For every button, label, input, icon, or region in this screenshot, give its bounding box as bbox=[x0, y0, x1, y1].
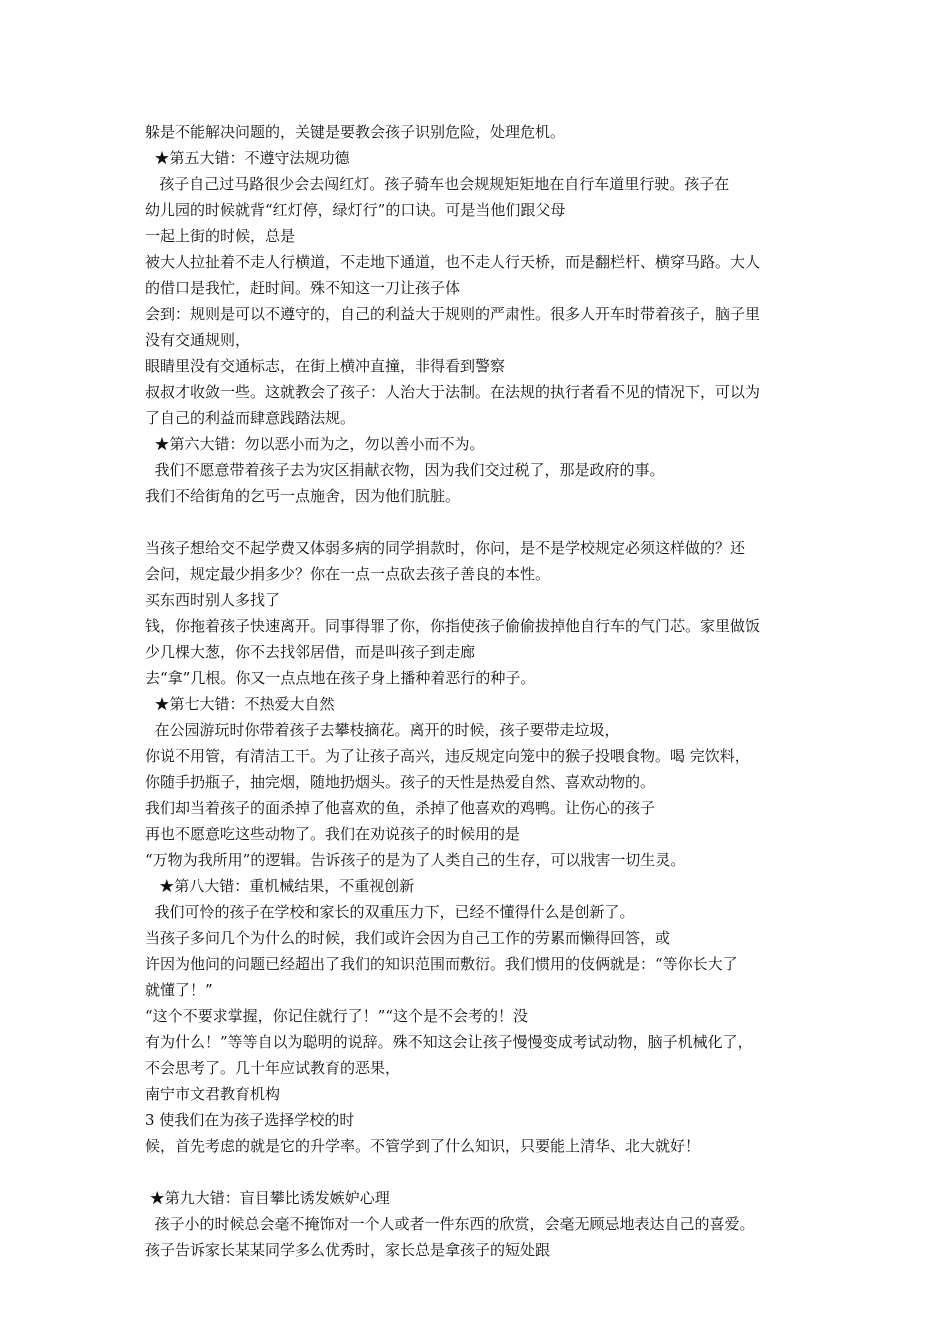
text-line: 少几棵大葱，你不去找邻居借，而是叫孩子到走廊 bbox=[145, 643, 476, 661]
text-line: 会到：规则是可以不遵守的，自己的利益大于规则的严肃性。很多人开车时带着孩子，脑子里 bbox=[145, 305, 761, 323]
text-line: 许因为他问的问题已经超出了我们的知识范围而敷衍。我们惯用的伎俩就是：“等你长大了 bbox=[145, 955, 738, 973]
text-line: 眼睛里没有交通标志，在街上横冲直撞，非得看到警察 bbox=[145, 357, 506, 375]
text-line: 叔叔才收敛一些。这就教会了孩子：人治大于法制。在法规的执行者看不见的情况下，可以为 bbox=[145, 383, 761, 401]
text-line: 会问，规定最少捐多少？你在一点一点砍去孩子善良的本性。 bbox=[145, 565, 551, 583]
text-line: 当孩子想给交不起学费又体弱多病的同学捐款时，你问，是不是学校规定必须这样做的？还 bbox=[145, 539, 746, 557]
text-line: “这个不要求掌握，你记住就行了！”“这个是不会考的！没 bbox=[145, 1007, 529, 1025]
text-line: 被大人拉扯着不走人行横道，不走地下通道，也不走人行天桥，而是翻栏杆、横穿马路。大人 bbox=[145, 253, 761, 271]
text-line: 我们不愿意带着孩子去为灾区捐献衣物，因为我们交过税了，那是政府的事。 bbox=[145, 461, 665, 479]
text-line: 你随手扔瓶子，抽完烟，随地扔烟头。孩子的天性是热爱自然、喜欢动物的。 bbox=[145, 773, 656, 791]
section-heading-7: ★第七大错：不热爱大自然 bbox=[145, 695, 335, 713]
text-line: 躲是不能解决问题的，关键是要教会孩子识别危险，处理危机。 bbox=[145, 123, 566, 141]
document-page bbox=[145, 119, 825, 1263]
text-line: 再也不愿意吃这些动物了。我们在劝说孩子的时候用的是 bbox=[145, 825, 521, 843]
text-line: 孩子告诉家长某某同学多么优秀时，家长总是拿孩子的短处跟 bbox=[145, 1241, 551, 1259]
text-line: 就懂了！” bbox=[145, 981, 213, 999]
section-heading-5: ★第五大错：不遵守法规功德 bbox=[145, 149, 350, 167]
text-line: 的借口是我忙，赶时间。殊不知这一刀让孩子体 bbox=[145, 279, 461, 297]
text-line: 幼儿园的时候就背“红灯停，绿灯行”的口诀。可是当他们跟父母 bbox=[145, 201, 566, 219]
text-line: 我们可怜的孩子在学校和家长的双重压力下，已经不懂得什么是创新了。 bbox=[145, 903, 635, 921]
blank-line bbox=[145, 1159, 825, 1185]
organization-name: 南宁市文君教育机构 bbox=[145, 1085, 281, 1103]
text-line: 不会思考了。几十年应试教育的恶果， bbox=[145, 1059, 401, 1077]
text-line: “万物为我所用”的逻辑。告诉孩子的是为了人类自己的生存，可以戕害一切生灵。 bbox=[145, 851, 686, 869]
blank-line bbox=[145, 509, 825, 535]
text-line: 候，首先考虑的就是它的升学率。不管学到了什么知识，只要能上清华、北大就好！ bbox=[145, 1137, 701, 1155]
text-line: 了自己的利益而肆意践踏法规。 bbox=[145, 409, 356, 427]
section-heading-9: ★第九大错：盲目攀比诱发嫉妒心理 bbox=[145, 1189, 390, 1207]
text-line: 孩子小的时候总会毫不掩饰对一个人或者一件东西的欣赏，会毫无顾忌地表达自己的喜爱。 bbox=[145, 1215, 755, 1233]
text-line: 当孩子多问几个为什么的时候，我们或许会因为自己工作的劳累而懒得回答，或 bbox=[145, 929, 671, 947]
section-heading-6: ★第六大错：勿以恶小而为之，勿以善小而不为。 bbox=[145, 435, 485, 453]
text-line: 有为什么！”等等自以为聪明的说辞。殊不知这会让孩子慢慢变成考试动物，脑子机械化了， bbox=[145, 1033, 753, 1051]
text-line: 一起上街的时候，总是 bbox=[145, 227, 296, 245]
text-line: 没有交通规则， bbox=[145, 331, 251, 349]
section-heading-8: ★第八大错：重机械结果，不重视创新 bbox=[145, 877, 415, 895]
text-line: 在公园游玩时你带着孩子去攀枝摘花。离开的时候，孩子要带走垃圾， bbox=[145, 721, 620, 739]
text-line: 你说不用管，有清洁工干。为了让孩子高兴，违反规定向笼中的猴子投喂食物。喝 完饮料， bbox=[145, 747, 750, 765]
text-line: 我们不给街角的乞丐一点施舍，因为他们肮脏。 bbox=[145, 487, 461, 505]
text-line: 买东西时别人多找了 bbox=[145, 591, 281, 609]
text-line: 我们却当着孩子的面杀掉了他喜欢的鱼，杀掉了他喜欢的鸡鸭。让伤心的孩子 bbox=[145, 799, 656, 817]
text-line: 去“拿”几根。你又一点点地在孩子身上播种着恶行的种子。 bbox=[145, 669, 536, 687]
text-line: 孩子自己过马路很少会去闯红灯。孩子骑车也会规规矩矩地在自行车道里行驶。孩子在 bbox=[145, 175, 730, 193]
text-line: 钱，你拖着孩子快速离开。同事得罪了你，你指使孩子偷偷拔掉他自行车的气门芯。家里做饭 bbox=[145, 617, 761, 635]
text-line: 3 使我们在为孩子选择学校的时 bbox=[145, 1111, 355, 1129]
